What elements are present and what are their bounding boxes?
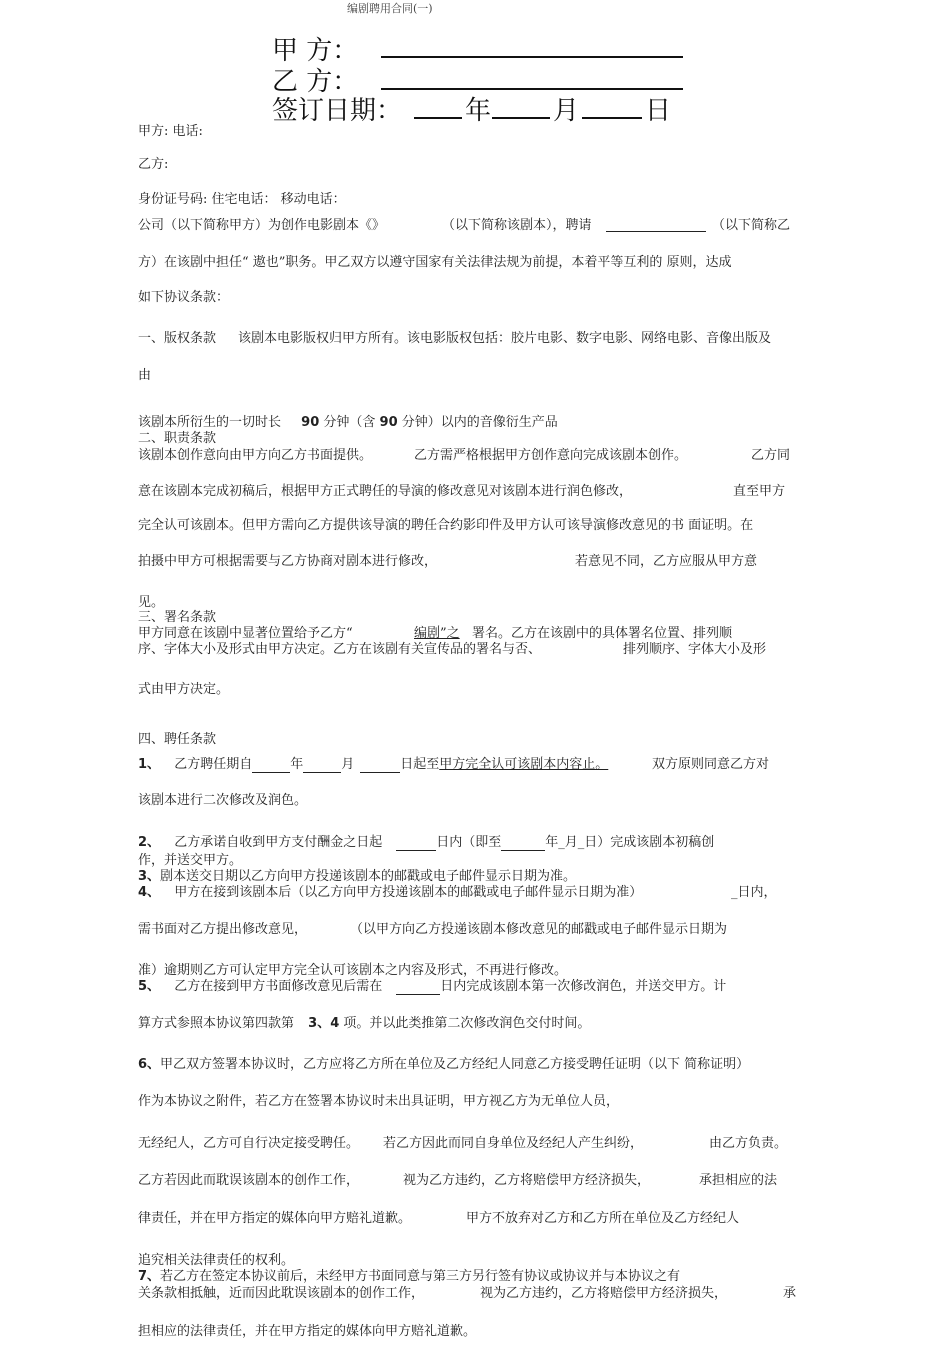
s4-item-6b: 作为本协议之附件，若乙方在签署本协议时未出具证明，甲方视乙方为无单位人员， [138, 1094, 620, 1109]
s4-item-6j: 甲方不放弃对乙方和乙方所在单位及乙方经纪人 [466, 1211, 740, 1226]
s2-line-3: 完全认可该剧本。但甲方需向乙方提供该导演的聘任合约影印件及甲方认可该导演修改意见的书 面证明。在 [138, 518, 754, 533]
s2-line-5: 见。 [138, 595, 165, 610]
s4-item-4 [138, 885, 642, 901]
s4-item-1g: 该剧本进行二次修改及润色。 [138, 793, 308, 808]
s4-item-6f: 乙方若因此而耽误该剧本的创作工作， [138, 1173, 360, 1188]
s4-item-2a: 乙方承诺自收到甲方支付酬金之日起 [174, 835, 383, 850]
s4-item-7-number: 7、 [138, 1269, 161, 1284]
s1-line-1: 该剧本电影版权归甲方所有。该电影版权包括：胶片电影、数字电影、网络电影、音像出版及 [238, 331, 772, 346]
party-b-label: 乙 方： [272, 67, 359, 97]
s1-title: 一、版权条款 [138, 331, 217, 346]
s4-item-2 [138, 835, 714, 851]
intro-line-1a: 公司（以下简称甲方）为创作电影剧本《》 [138, 218, 386, 233]
s4-item-1f: 双方原则同意乙方对 [652, 757, 770, 772]
s4-item-7c: 视为乙方违约，乙方将赔偿甲方经济损失， [480, 1286, 728, 1301]
s4-item-3 [138, 869, 576, 885]
s2-line-4b: 若意见不同，乙方应服从甲方意 [575, 554, 758, 569]
s4-item-7e: 担相应的法律责任，并在甲方指定的媒体向甲方赔礼道歉。 [138, 1324, 477, 1339]
party-a-blank [381, 56, 683, 58]
s4-item-1d: 日起至 [400, 757, 440, 772]
s4-item-1-day-blank [360, 759, 400, 773]
s4-item-4-number: 4、 [138, 885, 161, 900]
s4-item-7d: 承 [783, 1286, 797, 1301]
s3-line-1b: 编剧”之 [414, 626, 460, 641]
s4-item-3-number: 3、 [138, 869, 161, 884]
s4-item-5e: 项。并以此类推第二次修改润色交付时间。 [343, 1016, 591, 1031]
s4-item-7 [138, 1269, 680, 1285]
s1-line-3e: 分钟）以内的音像衍生产品 [401, 415, 558, 430]
s3-title: 三、署名条款 [138, 610, 217, 625]
s4-item-7a: 若乙方在签定本协议前后，未经甲方书面同意与第三方另行签有协议或协议并与本协议之有 [160, 1269, 681, 1284]
sign-date-label: 签订日期： [272, 96, 403, 126]
s4-item-1 [138, 757, 608, 773]
s4-item-1a: 乙方聘任期自 [174, 757, 253, 772]
s4-item-1b: 年 [290, 757, 304, 772]
s2-line-1c: 乙方同 [751, 448, 791, 463]
s4-item-4e: 准）逾期则乙方可认定甲方完全认可该剧本之内容及形式，不再进行修改。 [138, 963, 568, 978]
s1-line-2: 由 [138, 368, 152, 383]
s2-title: 二、职责条款 [138, 431, 217, 446]
s4-item-2b: 日内（即至 [436, 835, 502, 850]
s4-title: 四、聘任条款 [138, 732, 217, 747]
year-label: 年 [465, 96, 492, 126]
s1-duration-1: 90 [301, 415, 320, 430]
s4-item-1c: 月 [341, 757, 355, 772]
party-b-blank [381, 88, 683, 90]
s4-item-5a: 乙方在接到甲方书面修改意见后需在 [174, 979, 383, 994]
s4-item-5c-line [138, 1016, 590, 1032]
s1-line-3c: 分钟（含 [323, 415, 376, 430]
day-label: 日 [645, 96, 672, 126]
s4-item-4a: 甲方在接到该剧本后（以乙方向甲方投递该剧本的邮戳或电子邮件显示日期为准） [174, 885, 643, 900]
party-a-phone: 甲方: 电话: [138, 124, 203, 139]
s4-item-6-number: 6、 [138, 1057, 161, 1072]
month-blank [492, 117, 550, 119]
party-a-label: 甲 方： [272, 36, 359, 66]
s4-item-2-year-blank [501, 837, 545, 851]
s4-item-6e: 由乙方负责。 [709, 1136, 788, 1151]
s4-item-6c: 无经纪人，乙方可自行决定接受聘任。 [138, 1136, 360, 1151]
day-blank [582, 117, 642, 119]
s2-line-4a: 拍摄中甲方可根据需要与乙方协商对剧本进行修改， [138, 554, 438, 569]
intro-line-3: 如下协议条款： [138, 290, 230, 305]
s4-item-4c: 需书面对乙方提出修改意见， [138, 922, 308, 937]
s4-item-2-days-blank [396, 837, 436, 851]
writer-name-blank [606, 218, 706, 232]
s4-item-2c: 年_月_日）完成该剧本初稿创 [545, 835, 715, 850]
month-label: 月 [553, 96, 580, 126]
party-b-line: 乙方: [138, 157, 169, 172]
s2-line-1b: 乙方需严格根据甲方创作意向完成该剧本创作。 [414, 448, 688, 463]
s2-line-1a: 该剧本创作意向由甲方向乙方书面提供。 [138, 448, 373, 463]
s4-item-5c: 算方式参照本协议第四款第 [138, 1016, 295, 1031]
s2-line-2a: 意在该剧本完成初稿后，根据甲方正式聘任的导演的修改意见对该剧本进行润色修改， [138, 484, 633, 499]
s4-item-3-text: 剧本送交日期以乙方向甲方投递该剧本的邮戳或电子邮件显示日期为准。 [160, 869, 577, 884]
s3-line-2b: 排列顺序、字体大小及形 [623, 642, 767, 657]
s4-item-4b: _日内， [731, 885, 777, 900]
s4-item-7b: 关条款相抵触，近而因此耽误该剧本的创作工作， [138, 1286, 425, 1301]
s4-item-6g: 视为乙方违约，乙方将赔偿甲方经济损失， [403, 1173, 651, 1188]
s4-item-5b: 日内完成该剧本第一次修改润色，并送交甲方。计 [440, 979, 727, 994]
s4-item-5-days-blank [396, 981, 440, 995]
s3-line-3: 式由甲方决定。 [138, 682, 230, 697]
s4-item-5-number: 5、 [138, 979, 161, 994]
s4-item-2d: 作，并送交甲方。 [138, 853, 243, 868]
s4-item-6h: 承担相应的法 [699, 1173, 778, 1188]
s4-item-5 [138, 979, 726, 995]
s3-line-1a: 甲方同意在该剧中显著位置给予乙方“ [138, 626, 353, 641]
s2-line-2b: 直至甲方 [733, 484, 786, 499]
s4-item-5-ref: 3、4 [308, 1016, 340, 1031]
id-phone-line: 身份证号码: 住宅电话： 移动电话： [138, 192, 346, 207]
s1-duration-2: 90 [379, 415, 398, 430]
s4-item-1-number: 1、 [138, 757, 161, 772]
s4-item-6k: 追究相关法律责任的权利。 [138, 1253, 295, 1268]
s4-item-4d: （以甲方向乙方投递该剧本修改意见的邮戳或电子邮件显示日期为 [350, 922, 728, 937]
intro-line-1c: （以下简称乙 [712, 218, 791, 233]
s3-line-1c: 署名。乙方在该剧中的具体署名位置、排列顺 [472, 626, 733, 641]
s4-item-6a: 甲乙双方签署本协议时，乙方应将乙方所在单位及乙方经纪人同意乙方接受聘任证明（以下 简称证明） [160, 1057, 750, 1072]
s4-item-6i: 律责任，并在甲方指定的媒体向甲方赔礼道歉。 [138, 1211, 412, 1226]
s4-item-6 [138, 1057, 749, 1073]
s4-item-1-year-blank [252, 759, 290, 773]
s1-line-3a: 该剧本所衍生的一切时长 [138, 415, 282, 430]
s4-item-6d: 若乙方因此而同自身单位及经纪人产生纠纷， [383, 1136, 644, 1151]
s1-line-3 [138, 415, 558, 431]
year-blank [414, 117, 462, 119]
s4-item-2-number: 2、 [138, 835, 161, 850]
s4-item-1-month-blank [303, 759, 341, 773]
intro-line-1b: （以下简称该剧本），聘请 [442, 218, 592, 233]
intro-line-2: 方）在该剧中担任“ 遨也”职务。甲乙双方以遵守国家有关法律法规为前提，本着平等互利的 原则，达成 [138, 255, 732, 270]
s4-item-1e: 甲方完全认可该剧本内容止。 [439, 757, 609, 772]
document-header: 编剧聘用合同(一) [347, 2, 433, 15]
s3-line-2a: 序、字体大小及形式由甲方决定。乙方在该剧有关宣传品的署名与否、 [138, 642, 542, 657]
